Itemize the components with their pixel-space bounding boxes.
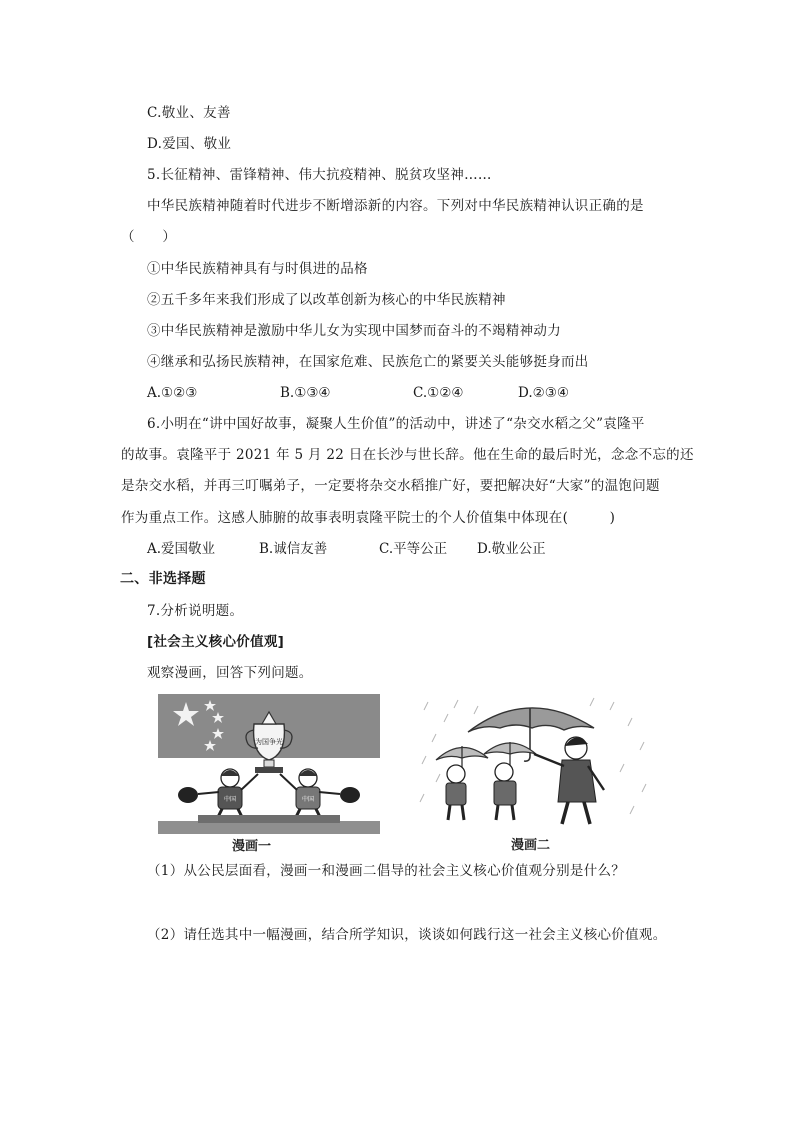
q6-line-4: 作为重点工作。这感人肺腑的故事表明袁隆平院士的个人价值集中体现在( ) xyxy=(121,510,616,526)
q5-statement-4: ④继承和弘扬民族精神，在国家危难、民族危亡的紧要关头能够挺身而出 xyxy=(147,354,589,370)
athlete-1-shirt-text: 中国 xyxy=(223,796,237,803)
q6-option-b: B.诚信友善 xyxy=(259,541,328,557)
q7-sub-question-1: （1）从公民层面看，漫画一和漫画二倡导的社会主义核心价值观分别是什么？ xyxy=(147,863,626,879)
comic-1-caption: 漫画一 xyxy=(232,839,272,854)
comic-2-illustration xyxy=(418,694,654,832)
q5-statement-1: ①中华民族精神具有与时俱进的品格 xyxy=(147,261,368,277)
q5-stem: 5.长征精神、雷锋精神、伟大抗疫精神、脱贫攻坚神…… xyxy=(147,167,492,183)
trophy-label: 为国争光 xyxy=(255,738,283,746)
option-c: C.敬业、友善 xyxy=(147,105,231,121)
q6-option-d: D.敬业公正 xyxy=(477,541,546,557)
q6-line-3: 是杂交水稻，并再三叮嘱弟子，一定要将杂交水稻推广好，要把解决好“大家”的温饱问题 xyxy=(121,478,660,494)
q5-paren: （ ） xyxy=(121,229,177,245)
q5-statement-2: ②五千多年来我们形成了以改革创新为核心的中华民族精神 xyxy=(147,292,506,308)
section-heading: 二、非选择题 xyxy=(120,571,206,587)
q6-option-c: C.平等公正 xyxy=(379,541,448,557)
q7-sub-question-2: （2）请任选其中一幅漫画，结合所学知识，谈谈如何践行这一社会主义核心价值观。 xyxy=(147,927,667,943)
q5-option-a: A.①②③ xyxy=(147,385,198,401)
q7-topic: [社会主义核心价值观] xyxy=(147,634,285,650)
q5-option-b: B.①③④ xyxy=(280,385,331,401)
athlete-2-shirt-text: 中国 xyxy=(301,796,315,803)
q6-option-a: A.爱国敬业 xyxy=(147,541,216,557)
q5-option-d: D.②③④ xyxy=(518,385,569,401)
q6-line-1: 6.小明在“讲中国好故事，凝聚人生价值”的活动中，讲述了“杂交水稻之父”袁隆平 xyxy=(147,416,645,432)
q5-statement-3: ③中华民族精神是激励中华儿女为实现中国梦而奋斗的不竭精神动力 xyxy=(147,323,561,339)
option-d: D.爱国、敬业 xyxy=(147,136,232,152)
q5-option-c: C.①②④ xyxy=(413,385,464,401)
q6-line-2: 的故事。袁隆平于 2021 年 5 月 22 日在长沙与世长辞。他在生命的最后时光，念念不忘的还 xyxy=(121,447,694,463)
q7-intro: 观察漫画，回答下列问题。 xyxy=(147,665,313,681)
comic-1-illustration xyxy=(158,694,380,834)
q5-line2: 中华民族精神随着时代进步不断增添新的内容。下列对中华民族精神认识正确的是 xyxy=(147,198,644,214)
q7-title: 7.分析说明题。 xyxy=(147,603,244,619)
comic-2-caption: 漫画二 xyxy=(511,838,551,853)
